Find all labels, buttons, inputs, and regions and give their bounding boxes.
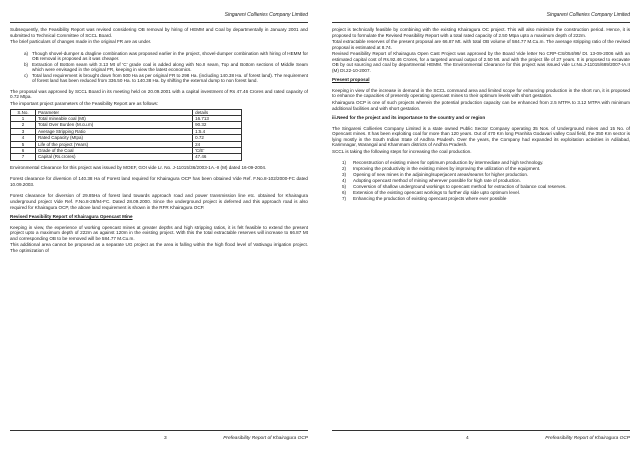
paragraph: Subsequently, the Feasibility Report was revised considering OB removal by hiring of HEMM and Coal by departmentally in January 2001 and submitted to Technical Committee of SCCL Board. [10, 27, 308, 38]
page-body [10, 27, 308, 425]
steps-list [342, 160, 630, 201]
list-item: 1) Reconstruction of existing mines for optimum production by intermediate and high technology. [342, 160, 544, 166]
table-row: 7 Capital (Rs.crores) 47.46 [11, 154, 242, 160]
parameters-table [10, 109, 242, 161]
table-row: 6 Grade of the Coal 'C/E' [11, 148, 242, 154]
section-heading: Present proposal [332, 77, 370, 83]
table-row: 5 Life of the project (Years) 24 [11, 141, 242, 147]
header-rule [332, 22, 630, 23]
header-rule [10, 22, 308, 23]
paragraph: The brief particulars of changes made in the original FR are as under. [10, 39, 152, 45]
paragraph: Total extractable reserves of the present proposal are 66.87 Mt. with total OB volume of 584.77 M.Cu.m. The average stripping ratio of the revised proposal is estimated at 8.74. [332, 39, 630, 50]
section-heading: Revised Feasibility Report of Khairagura Opencast Mine [10, 214, 133, 220]
page-footer: Prefeasibility Report of Khairagura OCP [223, 436, 308, 441]
table-row: 3 Average Stripping Ratio 1:5.4 [11, 128, 242, 134]
page-footer: Prefeasibility Report of Khairagura OCP [545, 436, 630, 441]
paragraph: SCCL is taking the following steps for increasing the coal production. [332, 148, 472, 154]
changes-list [24, 51, 308, 84]
paragraph: The proposal was approved by SCCL Board in its meeting held on 20.09.2001 with a capital investment of Rs 47.46 Crores and rated capacity of 0.72 Mtpa. [10, 88, 308, 100]
paragraph: This additional area cannot be proposed as a separate UG project as the area is falling within the high flood level of Vattivagu irrigation project. The optimization of [10, 242, 308, 253]
page-number: 4 [466, 436, 469, 441]
table-row: 2 Total Over Burden (M.cu.m) 90.32 [11, 122, 242, 128]
page-number: 3 [164, 436, 167, 441]
table-row: 1 Total mineable coal (Mt) 16.713 [11, 115, 242, 121]
paragraph: Forest clearance for diversion of 29.85Ha of forest land towards approach road and power transmission line etc. obtained for Khairagura underground project Vide Ref. F.No.8-28/94-FC. Dated 28.09.2000. Since the underground project is deferred and this approach road is also required for Khairagura OCP, the above land requirement is shown in the RFR Khairagura OCP. [10, 193, 308, 210]
paragraph: Keeping in view, the experience of working opencast mines at greater depths and high stripping ratios, it is felt feasible to extend the present project upto a maximum depth of 222m as against 120m in the existing project. With this the total extractable reserves will increase to 66.87 Mt and corresponding OB to be removed will be 584.77 M.Cu.m. [10, 224, 308, 241]
table-row: 4 Rated Capacity (Mtpa) 0.72 [11, 135, 242, 141]
list-item: 2) Improving the productivity in the existing mines by improving the utilization of the equipment. [342, 166, 541, 172]
paragraph: The Singareni Collieries Company Limited is a state owned Public Sector Company operating 35 Nos. of Underground mines and 15 No. of Opencast mines. It has been exploiting coal for more than 120 years. Out of 470 Km long Pranhita Godavari valley Coal field, the 350 Km sector is lying mostly in the South Indian State of Andhra Pradesh. Over the years, the Company had expanded its exploitation activities in Adilabad, Karimnagar, Warangal and Khammam districts of Andhra Pradesh. [332, 125, 630, 148]
list-item: 5) Conversion of shallow underground workings to opencast method for extraction of balance coal reserves. [342, 184, 567, 190]
paragraph: Environmental Clearance for this project was issued by MOEF, GOI vide Lr. No. J-11015/36/2003-1A.-II (M) dated 16-09-2004. [10, 164, 267, 170]
column-header: Parameter [36, 109, 193, 115]
page-3 [10, 0, 308, 451]
list-item: a) Though shovel-dumper & dragline combination was proposed earlier in the project, shovel-dumper combination with hiring of HEMM for OB removal is proposed as it was cheaper. [24, 50, 308, 62]
page-header: Singareni Collieries Company Limited [224, 12, 308, 18]
list-item: c) Total land requirement is brought down from 500 Ha as per original FR to 298 Ha. (including 140.38 Ha. of forest land). The requirement of forest land has been reduced from 336.50 Ha. to 140.38 Ha. by shifting the external dump to non forest land. [24, 72, 308, 84]
footer-rule [10, 430, 308, 431]
column-header: S.No. [11, 109, 36, 115]
page-4 [332, 0, 630, 451]
paragraph: project is technically feasible by combining with the existing Khairagura OC project. This will also minimize the construction period. Hence, it is proposed to formulate the Revised Feasibility Report with a total rated capacity of 2.50 Mtpa upto a maximum depth of 222m. [332, 27, 630, 38]
paragraph: The important project parameters of the Feasibility Report are as follows: [10, 101, 159, 107]
page-body [332, 27, 630, 425]
list-item: 3) Opening of new mines in the adjoining/superjacent areas/seams for higher production. [342, 172, 529, 178]
paragraph: Khairagura OCP is one of such projects wherein the potential production capacity can be enhanced from 2.5 MTPA to 3.12 MTPA with minimum additional facilities and with short gestation. [332, 100, 630, 111]
paragraph: Keeping in view of the increase in demand in the SCCL command area and limited scope for enhancing production in the short run, it is proposed to enhance the capacities of presently operating opencast mines to their optimum levels with short gestation. [332, 87, 630, 99]
list-item: 7) Enhancing the production of existing opencast projects where ever possible [342, 196, 507, 202]
list-item: 4) Adopting opencast method of mining wherever possible for high rate of production. [342, 178, 521, 184]
footer-rule [332, 430, 630, 431]
section-heading: iii.Need for the project and its importance to the country and or region [332, 115, 486, 121]
page-header: Singareni Collieries Company Limited [546, 12, 630, 18]
column-header: details [193, 109, 242, 115]
list-item: 6) Extension of the existing opencast workings to further dip side upto optimum level. [342, 190, 520, 196]
paragraph: Revised Feasibility Report of Khairagura Open Cast Project was approved by the Board Vide letter No CRP-CS/054/99/ Dt. 13-09-2006 with an estimated capital cost of Rs.92.46 Crores, for a targeted annual output of 2.50 Mt. and with the project life of 27 years. It is proposed to excavate OB by out sourcing and coal by departmental HEMM. The Environmental Clearance for this project was issued vide Lr.No.J-11015/689/2007-IA.II (M) Dt.22-10-2007. [332, 51, 630, 73]
list-item: b) Extraction of Bottom seam with 3.13 Mt of 'C' grade coal is added along with No.II seam, Top and Bottom sections of Middle Seam which were envisaged in the original FR, keeping in view the latest economics. [24, 61, 308, 73]
paragraph: Forest clearance for diversion of 140.38 Ha of Forest land required for Khairagura OCP has been obtained Vide Ref. F.No.8-102/2000-FC dated 10.09.2003. [10, 176, 308, 187]
